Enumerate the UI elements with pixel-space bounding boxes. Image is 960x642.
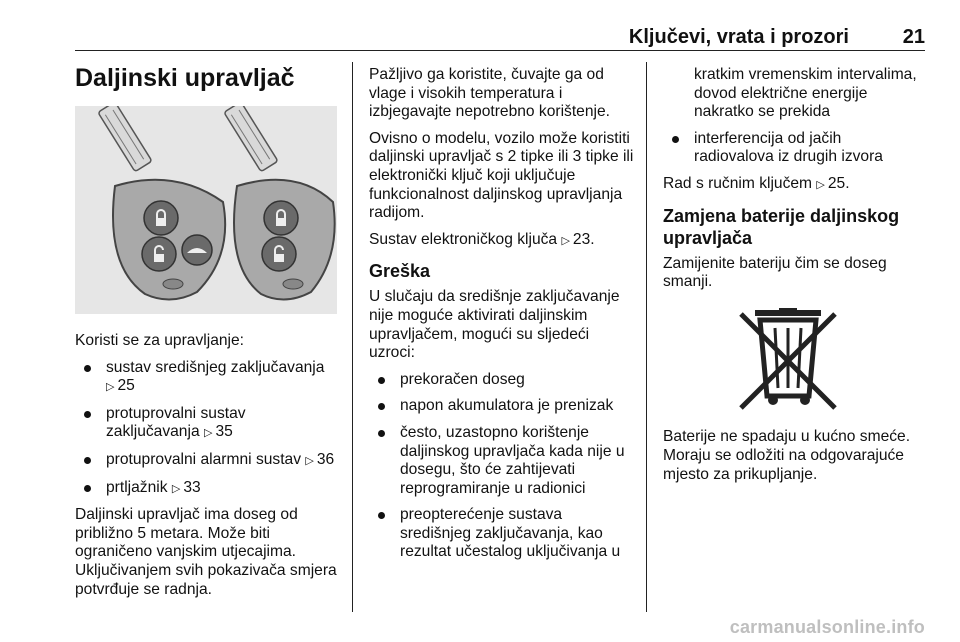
list-item: često, uzastopno korištenje daljinskog upravljača kada nije u dosegu, što će zahtijevati reprogramiranje u radionici xyxy=(369,424,637,498)
header-title: Ključevi, vrata i prozori xyxy=(628,26,849,48)
column-divider-1 xyxy=(352,62,353,612)
fault-heading: Greška xyxy=(369,261,431,282)
model-paragraph: Ovisno o modelu, vozilo može koristiti daljinski upravljač s 2 tipke ili 3 tipke ili elektronički ključ koji uključuje funkcionalnost daljinskog upravljanja radijom. xyxy=(369,129,634,222)
page-ref[interactable]: ▷ 23. xyxy=(561,231,594,248)
manual-key-paragraph: Rad s ručnim ključem ▷ 25. xyxy=(663,175,925,195)
page-number: 21 xyxy=(902,26,925,48)
list-item: preopterećenje sustava središnjeg zaključavanja, kao rezultat učestalog uključivanja u xyxy=(369,506,637,562)
key-three-button xyxy=(98,106,225,300)
remote-keys-illustration xyxy=(75,106,337,314)
electronic-key-paragraph: Sustav elektroničkog ključa ▷ 23. xyxy=(369,231,637,251)
list-item: prekoračen doseg xyxy=(369,371,637,390)
section-title: Daljinski upravljač xyxy=(75,64,295,92)
range-paragraph: Daljinski upravljač ima doseg od približno 5 metara. Može biti ograničeno vanjskim utjecajima. Uključivanjem svih pokazivača smjera potvrđuje se radnja. xyxy=(75,506,337,598)
weee-bin-icon xyxy=(733,308,843,413)
causes-list-continued xyxy=(663,66,925,167)
battery-paragraph: Zamijenite bateriju čim se doseg smanji. xyxy=(663,254,887,291)
list-item: napon akumulatora je prenizak xyxy=(369,397,637,416)
key-two-button xyxy=(224,106,335,300)
column-3 xyxy=(663,66,925,492)
causes-list xyxy=(369,371,637,562)
page-ref[interactable]: ▷ 33 xyxy=(172,479,201,496)
intro-text: Koristi se za upravljanje: xyxy=(75,332,245,349)
header-rule xyxy=(75,50,925,51)
battery-heading: Zamjena baterije daljinskog upravljača xyxy=(663,205,900,248)
column-1 xyxy=(75,58,343,607)
list-item: protuprovalni sustav zaključavanja ▷ 35 xyxy=(75,405,343,443)
page-ref[interactable]: ▷ 35 xyxy=(204,423,233,440)
list-item-continued: kratkim vremenskim intervalima, dovod električne energije nakratko se prekida xyxy=(694,66,917,121)
page-header xyxy=(75,26,925,52)
fault-paragraph: U slučaju da središnje zaključavanje nije moguće aktivirati daljinskim upravljačem, mogući su sljedeći uzroci: xyxy=(369,288,620,362)
keys-svg xyxy=(75,106,337,314)
page-ref[interactable]: ▷ 36 xyxy=(305,451,334,468)
uses-list xyxy=(75,359,343,499)
column-divider-2 xyxy=(646,62,647,612)
column-2 xyxy=(369,66,637,570)
page-ref[interactable]: ▷ 25. xyxy=(816,175,849,192)
list-item: sustav središnjeg zaključavanja ▷ 25 xyxy=(75,359,343,397)
list-item: protuprovalni alarmni sustav ▷ 36 xyxy=(75,451,343,471)
care-paragraph: Pažljivo ga koristite, čuvajte ga od vlage i visokih temperatura i izbjegavajte nepotrebno korištenje. xyxy=(369,66,610,121)
watermark: carmanualsonline.info xyxy=(729,617,925,637)
list-item: interferencija od jačih radiovalova iz drugih izvora xyxy=(663,130,925,167)
disposal-paragraph: Baterije ne spadaju u kućno smeće. Moraju se odložiti na odgovarajuće mjesto za prikupljanje. xyxy=(663,428,911,483)
list-item: prtljažnik ▷ 33 xyxy=(75,479,343,499)
page-ref[interactable]: ▷ 25 xyxy=(106,377,135,394)
